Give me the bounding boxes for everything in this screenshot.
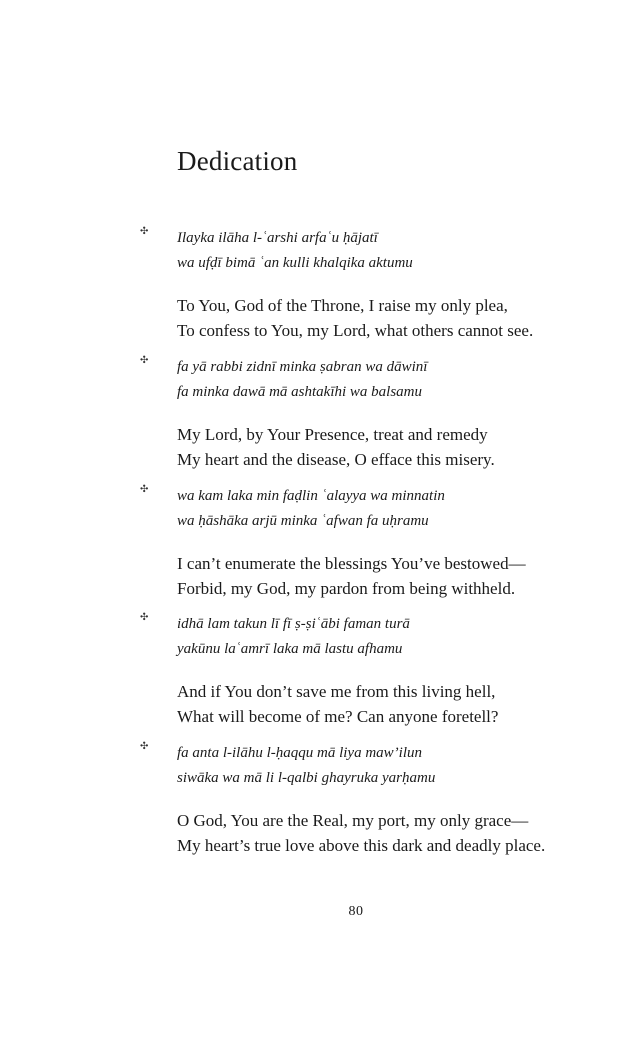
transliteration	[177, 484, 597, 534]
translation	[177, 808, 597, 858]
transliteration-line: fa yā rabbi zidnī minka ṣabran wa dāwinī	[177, 359, 428, 375]
translation-line: I can’t enumerate the blessings You’ve bestowed—	[177, 554, 526, 573]
page-title: Dedication	[177, 146, 298, 176]
translation	[177, 422, 597, 472]
stanza-2	[140, 355, 597, 472]
translation-line: My Lord, by Your Presence, treat and remedy	[177, 425, 488, 444]
translation-line: To You, God of the Throne, I raise my only plea,	[177, 296, 508, 315]
transliteration	[177, 355, 597, 405]
transliteration	[177, 741, 597, 791]
translation-line: O God, You are the Real, my port, my only grace—	[177, 811, 529, 830]
ornament-icon: ✣	[140, 226, 149, 237]
stanza-3	[140, 484, 597, 601]
translation	[177, 679, 597, 729]
page-number: 80	[348, 904, 364, 919]
transliteration-line: fa minka dawā mā ashtakīhi wa balsamu	[177, 384, 423, 400]
transliteration-line: wa ufḍī bimā ʿan kulli khalqika aktumu	[177, 255, 413, 271]
transliteration	[177, 612, 597, 662]
translation-line: My heart’s true love above this dark and deadly place.	[177, 836, 546, 855]
translation-line: To confess to You, my Lord, what others cannot see.	[177, 321, 534, 340]
ornament-icon: ✣	[140, 355, 149, 366]
translation	[177, 293, 597, 343]
translation-line: My heart and the disease, O efface this misery.	[177, 450, 495, 469]
ornament-icon: ✣	[140, 612, 149, 623]
translation-line: What will become of me? Can anyone foretell?	[177, 707, 499, 726]
transliteration-line: fa anta l-ilāhu l-ḥaqqu mā liya maw’ilun	[177, 745, 422, 761]
transliteration	[177, 226, 597, 276]
ornament-icon: ✣	[140, 741, 149, 752]
transliteration-line: wa kam laka min faḍlin ʿalayya wa minnatin	[177, 488, 445, 504]
transliteration-line: yakūnu laʿamrī laka mā lastu afhamu	[177, 641, 403, 657]
translation-line: Forbid, my God, my pardon from being withheld.	[177, 579, 516, 598]
transliteration-line: siwāka wa mā li l-qalbi ghayruka yarḥamu	[177, 770, 436, 786]
stanza-4	[140, 612, 597, 729]
ornament-icon: ✣	[140, 484, 149, 495]
translation-line: And if You don’t save me from this living hell,	[177, 682, 496, 701]
transliteration-line: wa ḥāshāka arjū minka ʿafwan fa uḥramu	[177, 513, 429, 529]
stanza-5	[140, 741, 597, 858]
translation	[177, 551, 597, 601]
transliteration-line: Ilayka ilāha l-ʿarshi arfaʿu ḥājatī	[177, 230, 378, 246]
transliteration-line: idhā lam takun lī fī ṣ-ṣiʿābi faman turā	[177, 616, 410, 632]
stanza-1	[140, 226, 597, 343]
